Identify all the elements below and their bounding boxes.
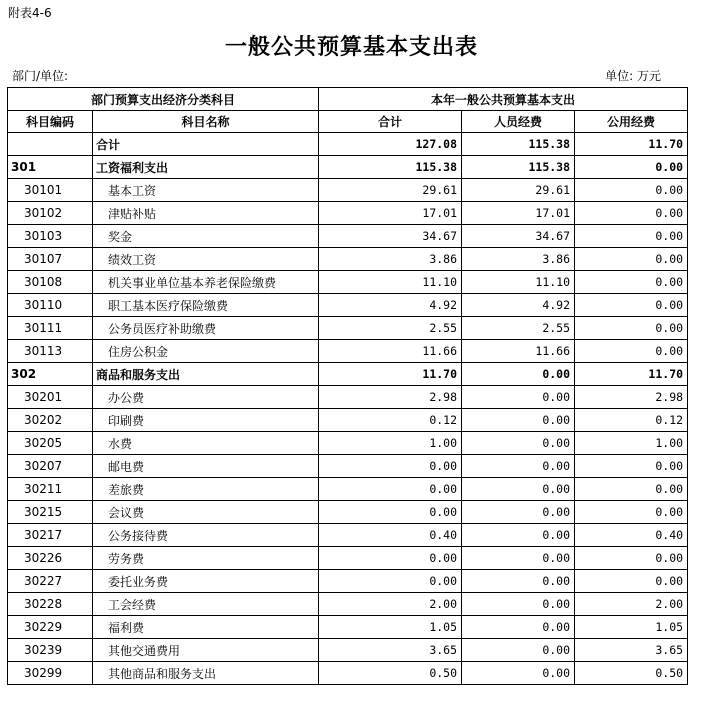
row-code: 302: [8, 363, 93, 386]
row-code: 30226: [8, 547, 93, 570]
row-public: 0.00: [575, 156, 688, 179]
table-row: [8, 202, 688, 225]
row-name: 基本工资: [93, 179, 319, 202]
row-total: 0.00: [319, 570, 462, 593]
row-public: 0.00: [575, 271, 688, 294]
row-public: 2.98: [575, 386, 688, 409]
page-title: 一般公共预算基本支出表: [224, 35, 478, 60]
row-personnel: 0.00: [462, 524, 575, 547]
row-name: 委托业务费: [93, 570, 319, 593]
table-row: [8, 524, 688, 547]
row-name: 绩效工资: [93, 248, 319, 271]
row-public: 0.50: [575, 662, 688, 685]
row-personnel: 29.61: [462, 179, 575, 202]
table-row: [8, 317, 688, 340]
row-code: 30207: [8, 455, 93, 478]
row-public: 0.00: [575, 294, 688, 317]
header-group-classification: 部门预算支出经济分类科目: [8, 88, 319, 111]
table-row: [8, 616, 688, 639]
row-name: 津贴补贴: [93, 202, 319, 225]
row-personnel: 0.00: [462, 363, 575, 386]
row-code: 30103: [8, 225, 93, 248]
row-name: 其他商品和服务支出: [93, 662, 319, 685]
row-public: 11.70: [575, 133, 688, 156]
row-total: 0.12: [319, 409, 462, 432]
table-row: [8, 340, 688, 363]
row-public: 0.00: [575, 202, 688, 225]
row-public: 2.00: [575, 593, 688, 616]
row-personnel: 3.86: [462, 248, 575, 271]
table-row: [8, 639, 688, 662]
row-personnel: 17.01: [462, 202, 575, 225]
row-public: 0.00: [575, 501, 688, 524]
row-personnel: 0.00: [462, 570, 575, 593]
table-row: [8, 294, 688, 317]
row-public: 3.65: [575, 639, 688, 662]
row-code: 30113: [8, 340, 93, 363]
table-row: [8, 455, 688, 478]
row-name: 工资福利支出: [93, 156, 319, 179]
header-total: 合计: [319, 111, 462, 133]
row-total: 0.00: [319, 501, 462, 524]
table-row: [8, 501, 688, 524]
row-personnel: 0.00: [462, 455, 575, 478]
row-public: 0.00: [575, 317, 688, 340]
row-total: 0.00: [319, 547, 462, 570]
table-row: [8, 478, 688, 501]
row-personnel: 0.00: [462, 501, 575, 524]
row-name: 职工基本医疗保险缴费: [93, 294, 319, 317]
row-name: 办公费: [93, 386, 319, 409]
table-row: [8, 179, 688, 202]
table-row: [8, 271, 688, 294]
table-row: [8, 593, 688, 616]
row-personnel: 0.00: [462, 593, 575, 616]
table-row: [8, 386, 688, 409]
row-public: 0.00: [575, 340, 688, 363]
attachment-label: 附表4-6: [8, 6, 52, 20]
row-total: 127.08: [319, 133, 462, 156]
row-name: 机关事业单位基本养老保险缴费: [93, 271, 319, 294]
row-personnel: 11.10: [462, 271, 575, 294]
table-row: [8, 248, 688, 271]
row-name: 商品和服务支出: [93, 363, 319, 386]
row-personnel: 115.38: [462, 156, 575, 179]
row-public: 1.00: [575, 432, 688, 455]
row-total: 2.00: [319, 593, 462, 616]
row-name: 会议费: [93, 501, 319, 524]
row-public: 0.00: [575, 478, 688, 501]
row-name: 邮电费: [93, 455, 319, 478]
row-total: 2.55: [319, 317, 462, 340]
row-public: 0.00: [575, 225, 688, 248]
row-public: 0.00: [575, 455, 688, 478]
header-code: 科目编码: [8, 111, 93, 133]
row-name: 合计: [93, 133, 319, 156]
row-code: 30228: [8, 593, 93, 616]
row-total: 29.61: [319, 179, 462, 202]
row-name: 公务员医疗补助缴费: [93, 317, 319, 340]
row-total: 0.00: [319, 455, 462, 478]
header-group-expenditure: 本年一般公共预算基本支出: [319, 88, 688, 111]
row-personnel: 0.00: [462, 386, 575, 409]
row-personnel: 34.67: [462, 225, 575, 248]
row-code: 30111: [8, 317, 93, 340]
row-code: 30110: [8, 294, 93, 317]
row-code: 30202: [8, 409, 93, 432]
row-total: 11.70: [319, 363, 462, 386]
row-code: 30107: [8, 248, 93, 271]
table-row: [8, 409, 688, 432]
row-personnel: 0.00: [462, 409, 575, 432]
table-row: [8, 156, 688, 179]
row-total: 2.98: [319, 386, 462, 409]
row-public: 1.05: [575, 616, 688, 639]
row-total: 17.01: [319, 202, 462, 225]
row-personnel: 0.00: [462, 547, 575, 570]
table-row: [8, 363, 688, 386]
row-code: 30239: [8, 639, 93, 662]
row-code: 30108: [8, 271, 93, 294]
row-personnel: 115.38: [462, 133, 575, 156]
row-code: 30215: [8, 501, 93, 524]
row-public: 0.00: [575, 248, 688, 271]
row-code: 30101: [8, 179, 93, 202]
table-row: [8, 662, 688, 685]
row-public: 0.00: [575, 547, 688, 570]
row-name: 住房公积金: [93, 340, 319, 363]
row-personnel: 2.55: [462, 317, 575, 340]
row-code: [8, 133, 93, 156]
row-name: 其他交通费用: [93, 639, 319, 662]
row-code: 30205: [8, 432, 93, 455]
table-row: [8, 547, 688, 570]
department-label: 部门/单位:: [12, 69, 69, 83]
row-name: 福利费: [93, 616, 319, 639]
row-total: 1.00: [319, 432, 462, 455]
row-personnel: 0.00: [462, 639, 575, 662]
row-code: 301: [8, 156, 93, 179]
row-total: 4.92: [319, 294, 462, 317]
row-personnel: 11.66: [462, 340, 575, 363]
row-total: 115.38: [319, 156, 462, 179]
table-row: [8, 225, 688, 248]
row-code: 30229: [8, 616, 93, 639]
row-public: 11.70: [575, 363, 688, 386]
row-total: 0.50: [319, 662, 462, 685]
row-personnel: 0.00: [462, 432, 575, 455]
table-row: [8, 570, 688, 593]
header-public: 公用经费: [575, 111, 688, 133]
row-code: 30211: [8, 478, 93, 501]
row-personnel: 0.00: [462, 478, 575, 501]
row-name: 公务接待费: [93, 524, 319, 547]
row-code: 30102: [8, 202, 93, 225]
row-total: 0.00: [319, 478, 462, 501]
row-public: 0.00: [575, 570, 688, 593]
row-personnel: 0.00: [462, 616, 575, 639]
row-name: 印刷费: [93, 409, 319, 432]
budget-table: [7, 87, 688, 685]
header-name: 科目名称: [93, 111, 319, 133]
row-public: 0.00: [575, 179, 688, 202]
row-personnel: 4.92: [462, 294, 575, 317]
row-total: 3.86: [319, 248, 462, 271]
row-code: 30299: [8, 662, 93, 685]
header-personnel: 人员经费: [462, 111, 575, 133]
row-personnel: 0.00: [462, 662, 575, 685]
row-total: 0.40: [319, 524, 462, 547]
row-code: 30201: [8, 386, 93, 409]
row-name: 水费: [93, 432, 319, 455]
table-body: [8, 133, 688, 685]
row-total: 34.67: [319, 225, 462, 248]
row-total: 11.10: [319, 271, 462, 294]
row-total: 11.66: [319, 340, 462, 363]
row-name: 差旅费: [93, 478, 319, 501]
row-name: 奖金: [93, 225, 319, 248]
unit-label: 单位: 万元: [605, 69, 661, 83]
row-name: 劳务费: [93, 547, 319, 570]
row-code: 30227: [8, 570, 93, 593]
row-total: 1.05: [319, 616, 462, 639]
row-name: 工会经费: [93, 593, 319, 616]
table-row: [8, 432, 688, 455]
row-total: 3.65: [319, 639, 462, 662]
table-row: [8, 133, 688, 156]
row-public: 0.40: [575, 524, 688, 547]
row-code: 30217: [8, 524, 93, 547]
row-public: 0.12: [575, 409, 688, 432]
